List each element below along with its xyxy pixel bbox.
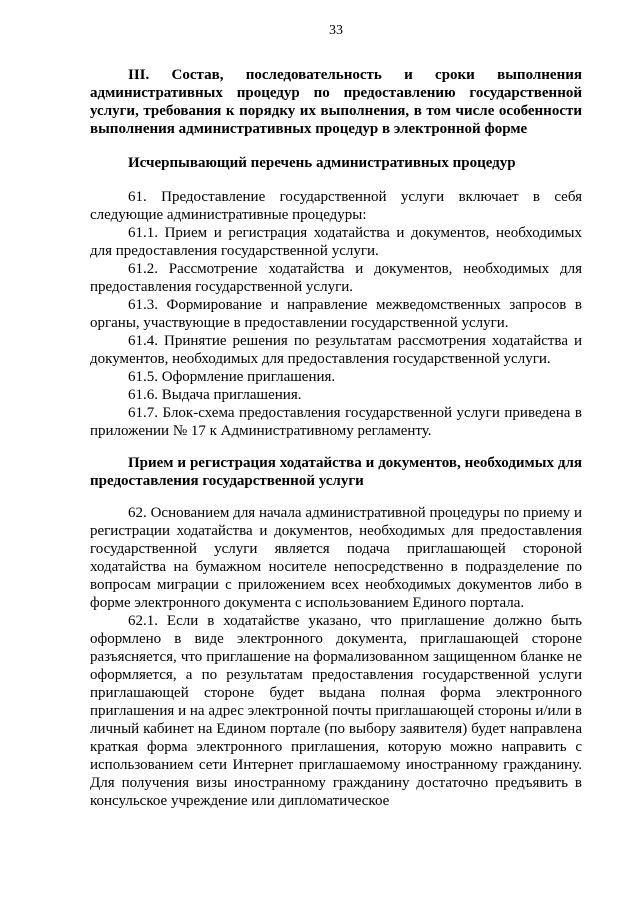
page-number: 33 <box>329 23 343 38</box>
document-body <box>90 66 582 810</box>
paragraph-61-3: 61.3. Формирование и направление межведомственных запросов в органы, участвующие в предоставлении государственной услуги. <box>90 297 582 331</box>
paragraph-61-5: 61.5. Оформление приглашения. <box>128 369 336 385</box>
paragraph-62-1: 62.1. Если в ходатайстве указано, что приглашение должно быть оформлено в виде электронного документа, приглашающей стороне разъясняется, что приглашение на формализованном защищенном бланке не оформляется, а по результатам предоставления государственной услуги приглашающей стороне будет выдана полная форма электронного приглашения и на адрес электронной почты приглашающей стороны и/или в личный кабинет на Едином портале (по выбору заявителя) будет направлена краткая форма электронного приглашения, которую можно направить с использованием сети Интернет приглашаемому иностранному гражданину. Для получения визы иностранному гражданину достаточно предъявить в консульское учреждение или дипломатическое <box>90 613 582 809</box>
paragraph-61-1: 61.1. Прием и регистрация ходатайства и документов, необходимых для предоставления государственной услуги. <box>90 225 582 259</box>
section-heading: III. Состав, последовательность и сроки выполнения административных процедур по предоставлению государственной услуги, требования к порядку их выполнения, в том числе особенности выполнения административных процедур в электронной форме <box>90 67 582 137</box>
paragraph-61: 61. Предоставление государственной услуги включает в себя следующие административные процедуры: <box>90 189 582 223</box>
paragraph-61-7: 61.7. Блок-схема предоставления государственной услуги приведена в приложении № 17 к Административному регламенту. <box>90 405 582 439</box>
paragraph-62: 62. Основанием для начала административной процедуры по приему и регистрации ходатайства и документов, необходимых для предоставления государственной услуги является подача приглашающей стороной ходатайства на бумажном носителе непосредственно в подразделение по вопросам миграции с приложением всех необходимых документов либо в форме электронного документа с использованием Единого портала. <box>90 505 582 611</box>
paragraph-61-2: 61.2. Рассмотрение ходатайства и документов, необходимых для предоставления государственной услуги. <box>90 261 582 295</box>
paragraph-61-4: 61.4. Принятие решения по результатам рассмотрения ходатайства и документов, необходимых для предоставления государственной услуги. <box>90 333 582 367</box>
paragraph-61-6: 61.6. Выдача приглашения. <box>128 387 302 403</box>
subheading-procedures-list: Исчерпывающий перечень административных процедур <box>128 155 516 171</box>
subheading-reception-registration: Прием и регистрация ходатайства и документов, необходимых для предоставления государственной услуги <box>90 455 582 489</box>
